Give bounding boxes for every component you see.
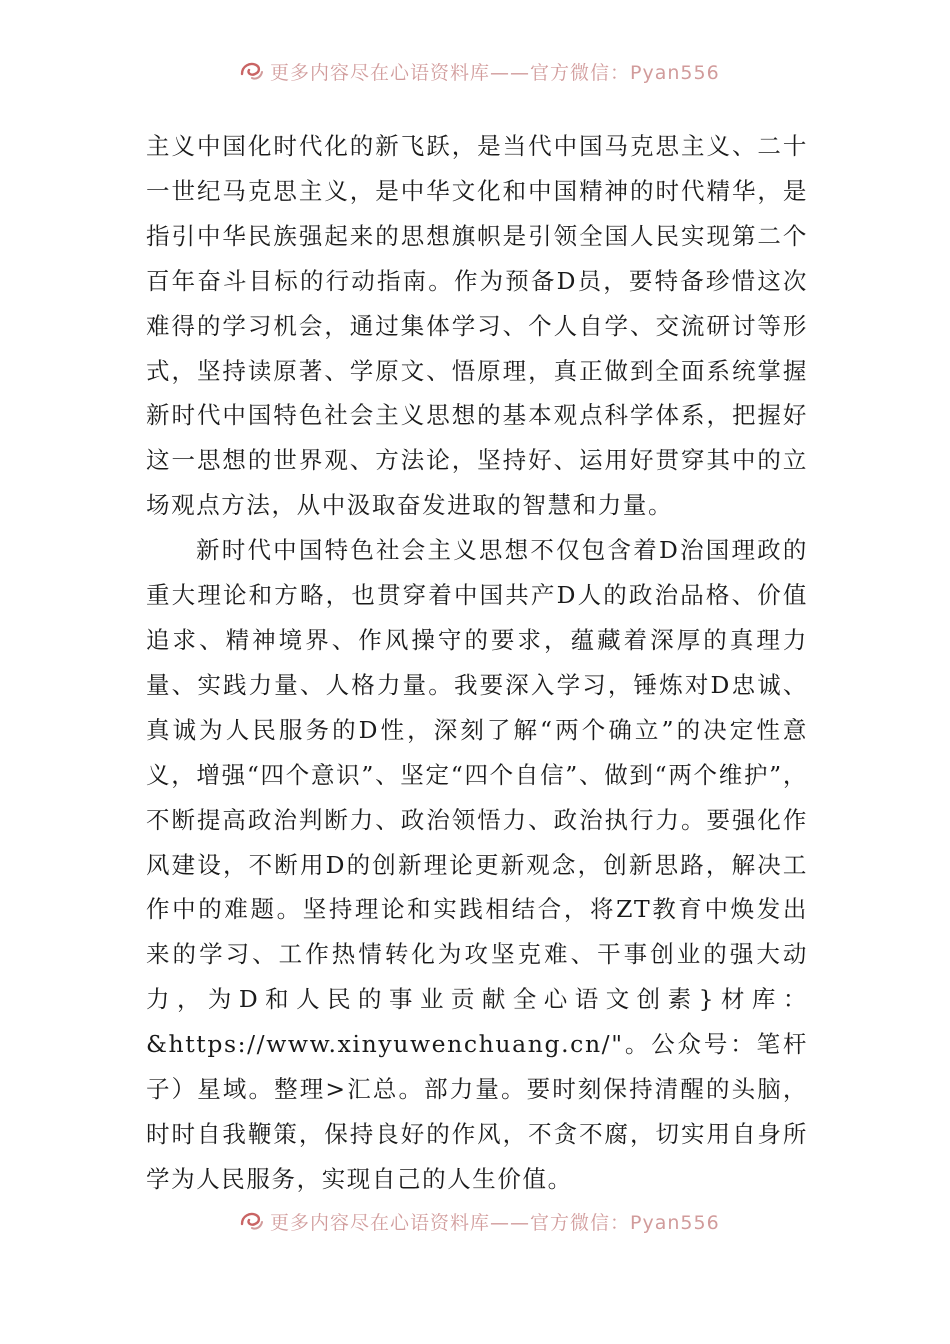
paragraph-continued: 主义中国化时代化的新飞跃，是当代中国马克思主义、二十一世纪马克思主义，是中华文化和中国精神的时代精华，是指引中华民族强起来的思想旗帜是引领全国人民实现第二个百年奋斗目标的行动指南。作为预备D员，要特备珍惜这次难得的学习机会，通过集体学习、个人自学、交流研讨等形式，坚持读原著、学原文、悟原理，真正做到全面系统掌握新时代中国特色社会主义思想的基本观点科学体系，把握好这一思想的世界观、方法论，坚持好、运用好贯穿其中的立场观点方法，从中汲取奋发进取的智慧和力量。 <box>146 132 808 520</box>
watermark-logo-icon <box>238 1208 264 1234</box>
header-watermark <box>238 56 720 86</box>
watermark-text: 更多内容尽在心语资料库——官方微信：Pyan556 <box>270 1211 720 1234</box>
watermark-logo-icon <box>238 58 264 84</box>
watermark-text: 更多内容尽在心语资料库——官方微信：Pyan556 <box>270 61 720 84</box>
footer-watermark <box>238 1206 720 1236</box>
paragraph: 新时代中国特色社会主义思想不仅包含着D治国理政的重大理论和方略，也贯穿着中国共产D人的政治品格、价值追求、精神境界、作风操守的要求，蕴藏着深厚的真理力量、实践力量、人格力量。我要深入学习，锤炼对D忠诚、真诚为人民服务的D性，深刻了解“两个确立”的决定性意义，增强“四个意识”、坚定“四个自信”、做到“两个维护”，不断提高政治判断力、政治领悟力、政治执行力。要强化作风建设，不断用D的创新理论更新观念，创新思路，解决工作中的难题。坚持理论和实践相结合，将ZT教育中焕发出来的学习、工作热情转化为攻坚克难、干事创业的强大动力，为D和人民的事业贡献全心语文创素}材库：&https://www.xinyuwenchuang.cn/"。公众号：笔杆子）星域。整理>汇总。部力量。要时刻保持清醒的头脑，时时自我鞭策，保持良好的作风，不贪不腐，切实用自身所学为人民服务，实现自己的人生价值。 <box>146 536 808 1193</box>
document-body <box>146 124 808 1202</box>
